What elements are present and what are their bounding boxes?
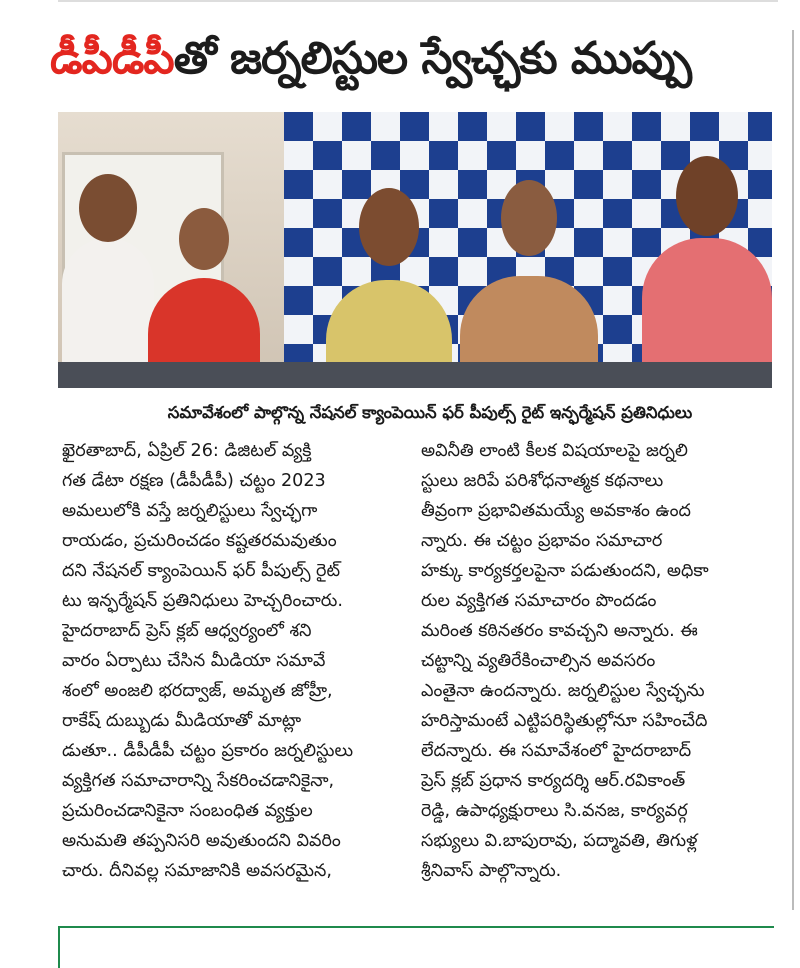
article-body-left: [62, 436, 412, 886]
body-line: రాయడం, ప్రచురించడం కష్టతరమవుతుం: [62, 531, 337, 551]
headline-highlight: డీపీడీపీ: [50, 33, 174, 84]
body-line: శ్రీనివాస్ పాల్గొన్నారు.: [421, 861, 562, 881]
body-line: హక్కు కార్యకర్తలపైనా పడుతుందని, అధికా: [421, 561, 709, 581]
body-line: చారు. దీనివల్ల సమాజానికి అవసరమైన,: [62, 861, 332, 881]
press-meet-photo: [58, 112, 772, 388]
photo-table: [58, 362, 772, 388]
body-line: గత డేటా రక్షణ (డీపీడీపీ) చట్టం 2023: [62, 471, 326, 491]
body-line: సభ్యులు వి.బాపురావు, పద్మావతి, తిగుళ్ల: [421, 831, 698, 851]
body-line: వ్యక్తిగత సమాచారాన్ని సేకరించడానికైనా,: [62, 771, 335, 791]
photo-caption: సమావేశంలో పాల్గొన్న నేషనల్ క్యాంపెయిన్ ఫర్ పీపుల్స్ రైట్ ఇన్ఫర్మేషన్ ప్రతినిధులు: [167, 403, 693, 422]
article-body-right: [421, 436, 771, 886]
body-line: అమలులోకి వస్తే జర్నలిస్టులు స్వేచ్ఛగా: [62, 501, 318, 521]
top-rule: [58, 0, 778, 2]
body-line: వారం ఏర్పాటు చేసిన మీడియా సమావే: [62, 651, 326, 671]
body-line: లేదన్నారు. ఈ సమావేశంలో హైదరాబాద్: [421, 741, 692, 761]
body-line: రెడ్డి, ఉపాధ్యక్షురాలు సి.వనజ, కార్యవర్గ: [421, 801, 688, 821]
body-line: డుతూ.. డీపీడీపీ చట్టం ప్రకారం జర్నలిస్టులు: [62, 741, 354, 761]
body-line: చట్టాన్ని వ్యతిరేకించాల్సిన అవసరం: [421, 651, 656, 671]
body-line: న్నారు. ఈ చట్టం ప్రభావం సమాచార: [421, 531, 663, 551]
body-line: స్టులు జరిపే పరిశోధనాత్మక కథనాలు: [421, 471, 664, 491]
body-line: రాకేష్ దుబ్బుడు మీడియాతో మాట్లా: [62, 711, 302, 731]
body-line: తీవ్రంగా ప్రభావితమయ్యే అవకాశం ఉంద: [421, 501, 691, 521]
body-line: శంలో అంజలి భరద్వాజ్, అమృత జోహ్రీ,: [62, 681, 333, 701]
body-line: మరింత కఠినతరం కావచ్చని అన్నారు. ఈ: [421, 621, 698, 641]
body-line: ఖైరతాబాద్, ఏప్రిల్ 26: డిజిటల్ వ్యక్తి: [62, 441, 312, 461]
body-line: ఎంతైనా ఉందన్నారు. జర్నలిస్టుల స్వేచ్ఛను: [421, 681, 705, 701]
headline-text: తో జర్నలిస్టుల స్వేచ్ఛకు ముప్పు: [173, 33, 691, 84]
body-line: ప్రచురించడానికైనా సంబంధిత వ్యక్తుల: [62, 801, 313, 821]
article-headline: [50, 24, 790, 94]
body-line: అవినీతి లాంటి కీలక విషయాలపై జర్నలి: [421, 441, 688, 461]
body-line: రుల వ్యక్తిగత సమాచారం పొందడం: [421, 591, 657, 611]
body-line: హైదరాబాద్ ప్రెస్ క్లబ్ ఆధ్వర్యంలో శని: [62, 621, 312, 641]
body-line: హరిస్తామంటే ఎట్టిపరిస్థితుల్లోనూ సహించేది: [421, 711, 708, 731]
body-line: అనుమతి తప్పనిసరి అవుతుందని వివరిం: [62, 831, 341, 851]
body-line: టు ఇన్ఫర్మేషన్ ప్రతినిధులు హెచ్చరించారు.: [62, 591, 343, 611]
body-line: దని నేషనల్ క్యాంపెయిన్ ఫర్ పీపుల్స్ రైట్: [62, 561, 341, 581]
column-divider: [792, 30, 794, 910]
next-article-border: [58, 926, 774, 968]
body-line: ప్రెస్ క్లబ్ ప్రధాన కార్యదర్శి ఆర్.రవికాంత్: [421, 771, 686, 791]
